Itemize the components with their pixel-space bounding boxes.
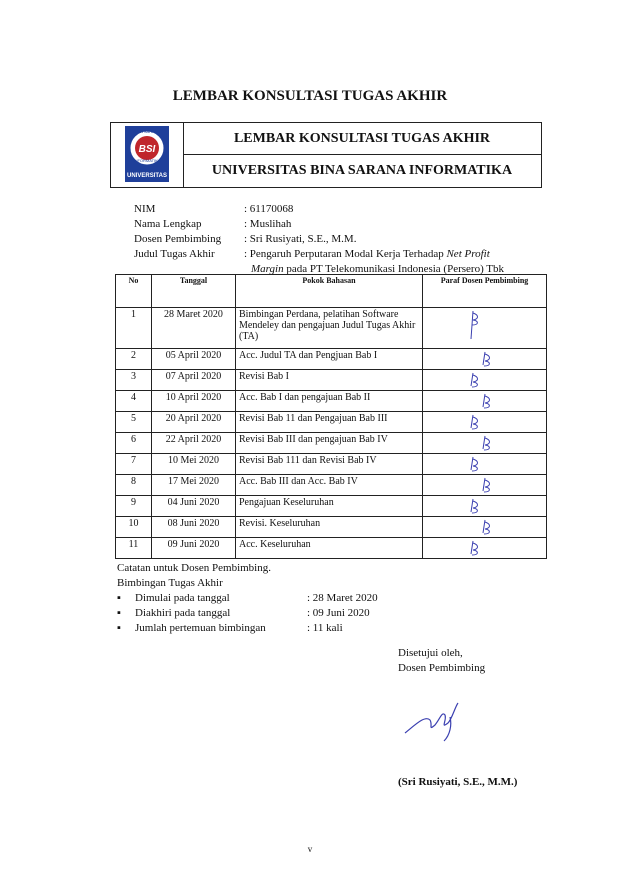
advisor-signature xyxy=(400,695,480,745)
table-row xyxy=(116,349,547,370)
col-paraf-header: Paraf Dosen Pembimbing xyxy=(423,275,547,308)
row-topic: Pengajuan Keseluruhan xyxy=(236,496,423,517)
approval-block xyxy=(398,646,485,676)
row-no: 3 xyxy=(116,370,152,391)
row-topic: Revisi. Keseluruhan xyxy=(236,517,423,538)
header-table xyxy=(110,122,542,188)
paraf-signature xyxy=(475,350,515,368)
notes-item xyxy=(117,621,417,636)
col-date-header: Tanggal xyxy=(152,275,236,308)
row-paraf xyxy=(423,308,547,349)
student-info xyxy=(134,202,554,274)
row-topic: Revisi Bab I xyxy=(236,370,423,391)
row-paraf xyxy=(423,412,547,433)
notes-item-value: : 28 Maret 2020 xyxy=(307,592,378,604)
table-row xyxy=(116,308,547,349)
row-paraf xyxy=(423,370,547,391)
row-paraf xyxy=(423,454,547,475)
notes-subheading: Bimbingan Tugas Akhir xyxy=(117,577,223,589)
row-no: 6 xyxy=(116,433,152,454)
university-logo xyxy=(111,123,184,187)
paraf-signature xyxy=(463,371,503,389)
row-topic: Bimbingan Perdana, pelatihan Software Mendeley dan pengajuan Judul Tugas Akhir (TA) xyxy=(236,308,423,349)
table-row xyxy=(116,412,547,433)
row-date: 20 April 2020 xyxy=(152,412,236,433)
row-date: 17 Mei 2020 xyxy=(152,475,236,496)
paraf-signature xyxy=(463,497,503,515)
paraf-signature xyxy=(463,455,503,473)
logo-bottom-text: UNIVERSITAS xyxy=(127,173,167,179)
paraf-signature xyxy=(463,309,503,345)
row-topic: Acc. Bab I dan pengajuan Bab II xyxy=(236,391,423,412)
row-topic: Acc. Keseluruhan xyxy=(236,538,423,559)
row-no: 10 xyxy=(116,517,152,538)
table-row xyxy=(116,538,547,559)
row-date: 22 April 2020 xyxy=(152,433,236,454)
logo-top-text: BINA SARANA xyxy=(133,129,161,134)
notes-item xyxy=(117,606,417,621)
row-date: 08 Juni 2020 xyxy=(152,517,236,538)
bullet-icon: ▪ xyxy=(117,622,121,634)
advisor-name: (Sri Rusiyati, S.E., M.M.) xyxy=(398,776,518,788)
table-row xyxy=(116,370,547,391)
col-topic-header: Pokok Bahasan xyxy=(236,275,423,308)
table-row xyxy=(116,433,547,454)
nim-label: NIM xyxy=(134,203,156,215)
notes-item-value: : 09 Juni 2020 xyxy=(307,607,370,619)
thesis-value-italic2: Margin xyxy=(251,263,284,275)
thesis-value-italic1: Net Profit xyxy=(446,248,490,260)
row-topic: Revisi Bab III dan pengajuan Bab IV xyxy=(236,433,423,454)
row-date: 09 Juni 2020 xyxy=(152,538,236,559)
paraf-signature xyxy=(463,539,503,557)
advisor-label: Dosen Pembimbing xyxy=(134,233,222,245)
notes-heading: Catatan untuk Dosen Pembimbing. xyxy=(117,562,271,574)
notes-item-value: : 11 kali xyxy=(307,622,343,634)
col-no-header: No xyxy=(116,275,152,308)
row-paraf xyxy=(423,349,547,370)
thesis-label: Judul Tugas Akhir xyxy=(134,248,215,260)
row-no: 8 xyxy=(116,475,152,496)
row-paraf xyxy=(423,538,547,559)
table-row xyxy=(116,517,547,538)
paraf-signature xyxy=(475,518,515,536)
thesis-value-suffix: pada PT Telekomunikasi Indonesia (Persero) Tbk xyxy=(283,263,505,275)
row-paraf xyxy=(423,496,547,517)
row-no: 2 xyxy=(116,349,152,370)
row-date: 04 Juni 2020 xyxy=(152,496,236,517)
notes-section xyxy=(117,561,417,641)
header-form-title: LEMBAR KONSULTASI TUGAS AKHIR xyxy=(183,123,541,155)
row-paraf xyxy=(423,517,547,538)
table-row xyxy=(116,391,547,412)
row-no: 11 xyxy=(116,538,152,559)
page-number: v xyxy=(307,844,313,854)
notes-item-label: Jumlah pertemuan bimbingan xyxy=(135,622,266,634)
logo-center-text: BSI xyxy=(138,144,156,155)
row-topic: Revisi Bab 111 dan Revisi Bab IV xyxy=(236,454,423,475)
row-date: 10 Mei 2020 xyxy=(152,454,236,475)
name-label: Nama Lengkap xyxy=(134,218,202,230)
paraf-signature xyxy=(475,476,515,494)
thesis-value xyxy=(244,247,544,277)
advisor-value: : Sri Rusiyati, S.E., M.M. xyxy=(244,233,357,245)
row-paraf xyxy=(423,433,547,454)
row-no: 7 xyxy=(116,454,152,475)
name-value: : Muslihah xyxy=(244,218,292,230)
table-row xyxy=(116,454,547,475)
row-topic: Acc. Judul TA dan Pengjuan Bab I xyxy=(236,349,423,370)
row-date: 28 Maret 2020 xyxy=(152,308,236,349)
nim-value: : 61170068 xyxy=(244,203,294,215)
table-header-row xyxy=(116,275,547,308)
notes-item-label: Dimulai pada tanggal xyxy=(135,592,230,604)
approval-line2: Dosen Pembimbing xyxy=(398,662,486,674)
table-row xyxy=(116,475,547,496)
row-date: 07 April 2020 xyxy=(152,370,236,391)
paraf-signature xyxy=(463,413,503,431)
row-topic: Revisi Bab 11 dan Pengajuan Bab III xyxy=(236,412,423,433)
row-no: 1 xyxy=(116,308,152,349)
row-no: 4 xyxy=(116,391,152,412)
table-row xyxy=(116,496,547,517)
header-university-name: UNIVERSITAS BINA SARANA INFORMATIKA xyxy=(211,163,513,178)
row-date: 10 April 2020 xyxy=(152,391,236,412)
notes-item xyxy=(117,591,417,606)
row-no: 9 xyxy=(116,496,152,517)
bullet-icon: ▪ xyxy=(117,592,121,604)
row-topic: Acc. Bab III dan Acc. Bab IV xyxy=(236,475,423,496)
approval-line1: Disetujui oleh, xyxy=(398,647,463,659)
consultation-table xyxy=(115,274,547,559)
thesis-value-prefix: : Pengaruh Perputaran Modal Kerja Terhadap xyxy=(244,248,447,260)
logo-ring-text: INFORMATIKA xyxy=(133,158,161,163)
row-date: 05 April 2020 xyxy=(152,349,236,370)
notes-item-label: Diakhiri pada tanggal xyxy=(135,607,231,619)
bullet-icon: ▪ xyxy=(117,607,121,619)
row-paraf xyxy=(423,475,547,496)
row-no: 5 xyxy=(116,412,152,433)
document-title: LEMBAR KONSULTASI TUGAS AKHIR xyxy=(172,88,448,104)
paraf-signature xyxy=(475,392,515,410)
paraf-signature xyxy=(475,434,515,452)
row-paraf xyxy=(423,391,547,412)
